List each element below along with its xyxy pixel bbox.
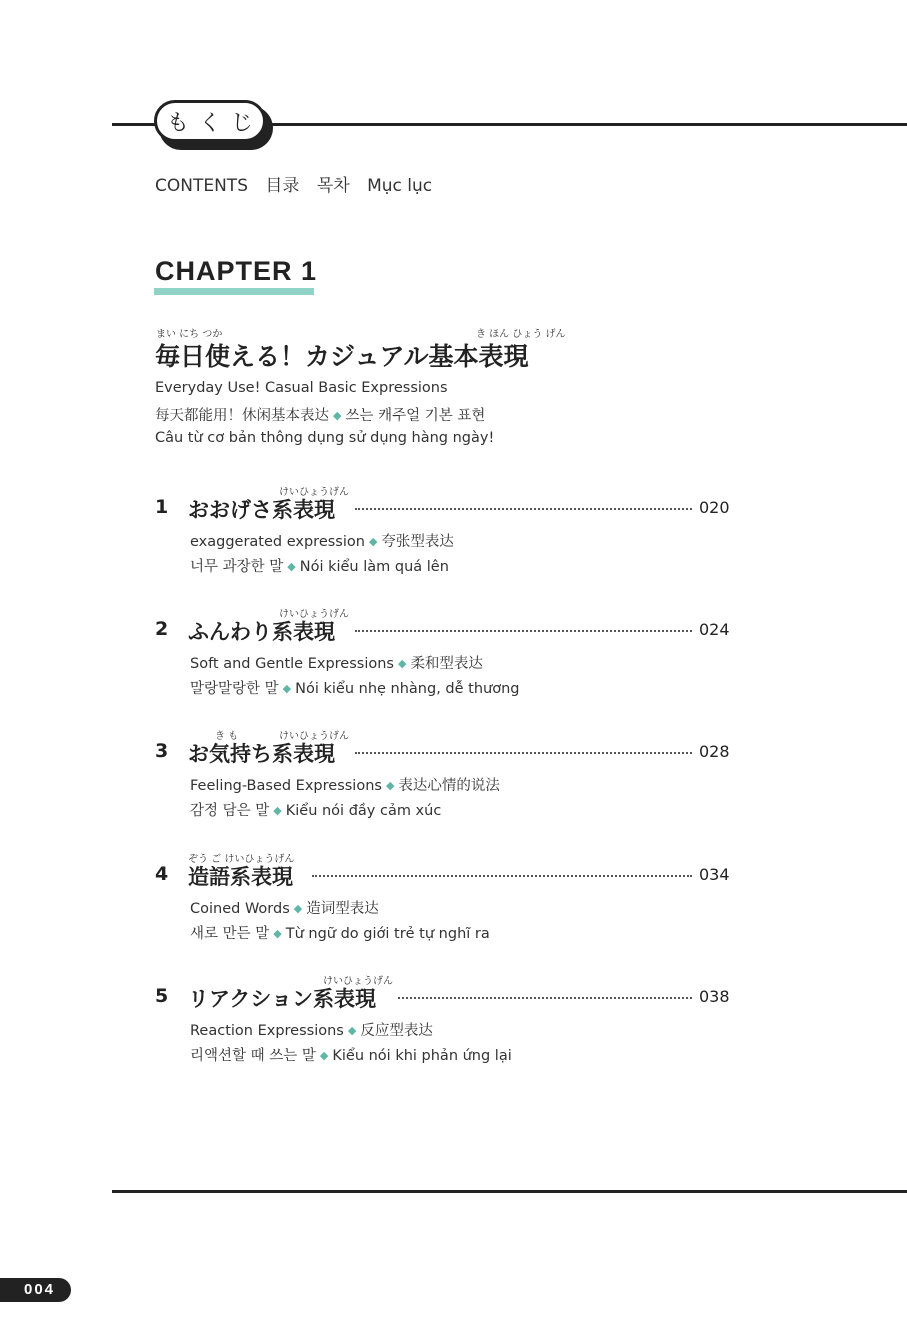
item-1-ko: 너무 과장한 말 — [190, 559, 284, 575]
item-2-line1 — [190, 652, 483, 673]
diamond-icon: ◆ — [319, 1049, 329, 1062]
item-4-page[interactable]: 034 — [699, 865, 730, 884]
item-2-zh: 柔和型表达 — [410, 656, 483, 672]
item-5-vi: Kiểu nói khi phản ứng lại — [332, 1048, 512, 1064]
item-2-line2 — [190, 677, 519, 698]
item-5-number: 5 — [155, 985, 169, 1007]
chapter-vi: Câu từ cơ bản thông dụng sử dụng hàng ngày! — [155, 430, 495, 446]
chapter-underline — [154, 288, 314, 295]
item-3-line1 — [190, 774, 500, 795]
item-5-page[interactable]: 038 — [699, 987, 730, 1006]
item-2-ruby: けいひょうげん — [279, 609, 349, 620]
item-1-vi: Nói kiểu làm quá lên — [299, 559, 449, 575]
item-4-number: 4 — [155, 863, 169, 885]
chapter-en: Everyday Use! Casual Basic Expressions — [155, 380, 448, 396]
item-3-ko: 감정 담은 말 — [190, 803, 270, 819]
ruby-kihon: き ほん ひょう げん — [476, 329, 566, 340]
item-3-zh: 表达心情的说法 — [398, 778, 500, 794]
item-3-title[interactable]: お気持ち系表現 — [188, 742, 335, 766]
diamond-icon: ◆ — [273, 804, 282, 817]
item-4-title[interactable]: 造語系表現 — [188, 865, 293, 889]
item-4-vi: Từ ngữ do giới trẻ tự nghĩ ra — [285, 926, 490, 942]
item-3-vi: Kiểu nói đầy cảm xúc — [285, 803, 442, 819]
ruby-mainichi: まい にち つか — [156, 329, 223, 340]
item-1-title[interactable]: おおげさ系表現 — [188, 498, 335, 522]
mokuji-badge: もくじ — [154, 100, 266, 142]
item-3-en: Feeling-Based Expressions — [190, 778, 382, 794]
item-3-line2 — [190, 799, 441, 820]
item-3-number: 3 — [155, 740, 169, 762]
diamond-icon: ◆ — [282, 682, 292, 695]
item-4-line1 — [190, 897, 379, 918]
contents-en: CONTENTS — [155, 176, 248, 196]
item-2-ko: 말랑말랑한 말 — [190, 681, 279, 697]
item-4-line2 — [190, 922, 490, 943]
item-1-ruby: けいひょうげん — [279, 487, 349, 498]
diamond-icon: ◆ — [347, 1024, 357, 1037]
contents-zh: 目录 — [265, 176, 300, 196]
contents-vi: Mục lục — [367, 176, 433, 196]
diamond-icon: ◆ — [273, 927, 282, 940]
bottom-rule — [112, 1190, 907, 1193]
item-5-zh: 反应型表达 — [360, 1023, 433, 1039]
item-4-zh: 造词型表达 — [306, 901, 379, 917]
item-4-en: Coined Words — [190, 901, 290, 917]
item-5-line2 — [190, 1044, 512, 1065]
item-1-zh: 夸张型表达 — [381, 534, 454, 550]
item-2-leader — [355, 630, 692, 632]
item-5-leader — [398, 997, 692, 999]
diamond-icon: ◆ — [368, 535, 378, 548]
page-number-tab — [0, 1278, 71, 1302]
item-3-leader — [355, 752, 692, 754]
item-1-line2 — [190, 555, 449, 576]
item-4-ruby: ぞう ご けいひょうげん — [188, 854, 295, 865]
page-number: 004 — [24, 1281, 56, 1298]
item-5-ruby: けいひょうげん — [323, 976, 393, 987]
item-3-page[interactable]: 028 — [699, 742, 730, 761]
chapter-ko: 쓰는 캐주얼 기본 표현 — [345, 408, 486, 424]
contents-ko: 목차 — [316, 176, 350, 196]
item-2-title[interactable]: ふんわり系表現 — [188, 620, 335, 644]
diamond-icon: ◆ — [293, 902, 303, 915]
item-2-en: Soft and Gentle Expressions — [190, 656, 394, 672]
item-4-leader — [312, 875, 692, 877]
item-3-ruby: けいひょうげん — [279, 731, 349, 742]
item-5-en: Reaction Expressions — [190, 1023, 344, 1039]
item-5-line1 — [190, 1019, 433, 1040]
chapter-zh-ko — [155, 404, 485, 425]
item-5-ko: 리액션할 때 쓰는 말 — [190, 1048, 316, 1064]
chapter-label: CHAPTER 1 — [155, 256, 318, 286]
diamond-icon: ◆ — [333, 409, 342, 422]
item-1-en: exaggerated expression — [190, 534, 365, 550]
item-2-vi: Nói kiểu nhẹ nhàng, dễ thương — [295, 681, 520, 697]
diamond-icon: ◆ — [385, 779, 395, 792]
item-2-number: 2 — [155, 618, 169, 640]
item-1-leader — [355, 508, 692, 510]
item-3-ruby-kimochi: き も — [215, 731, 239, 742]
item-4-ko: 새로 만든 말 — [190, 926, 270, 942]
item-1-line1 — [190, 530, 454, 551]
diamond-icon: ◆ — [287, 560, 296, 573]
item-5-title[interactable]: リアクション系表現 — [188, 987, 376, 1011]
chapter-zh: 每天都能用！休闲基本表达 — [155, 408, 329, 424]
item-2-page[interactable]: 024 — [699, 620, 730, 639]
contents-labels — [155, 171, 444, 196]
item-1-page[interactable]: 020 — [699, 498, 730, 517]
diamond-icon: ◆ — [397, 657, 407, 670]
item-1-number: 1 — [155, 496, 169, 518]
chapter-title: 毎日使える！カジュアル基本表現 — [155, 342, 529, 371]
